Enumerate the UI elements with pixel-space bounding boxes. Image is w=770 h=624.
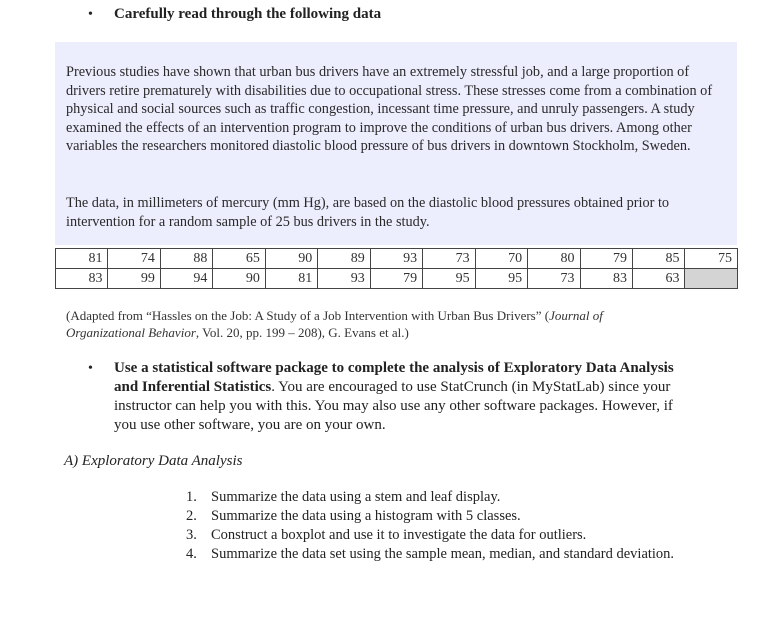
item-number: 1. [186, 489, 197, 505]
instruction-row [88, 359, 694, 435]
table-cell: 94 [160, 269, 212, 289]
table-cell: 75 [685, 249, 738, 269]
source-citation [66, 307, 666, 341]
table-cell: 95 [423, 269, 475, 289]
item-text: Summarize the data set using the sample mean, median, and standard deviation. [211, 546, 675, 562]
table-cell-empty [685, 269, 738, 289]
table-cell: 65 [213, 249, 265, 269]
list-item [186, 545, 686, 564]
bullet-icon: • [88, 361, 93, 376]
table-cell: 81 [56, 249, 108, 269]
table-cell: 95 [475, 269, 527, 289]
table-cell: 80 [528, 249, 580, 269]
table-cell: 93 [370, 249, 422, 269]
table-cell: 89 [318, 249, 370, 269]
section-heading: Carefully read through the following data [114, 6, 382, 22]
list-item [186, 526, 686, 545]
item-text: Construct a boxplot and use it to investigate the data for outliers. [211, 527, 587, 543]
item-number: 3. [186, 527, 197, 543]
journal-title: Journal of Organizational Behavior [66, 308, 603, 340]
table-cell: 79 [580, 249, 632, 269]
study-description-box [55, 42, 737, 245]
table-cell: 63 [632, 269, 684, 289]
table-cell: 99 [108, 269, 160, 289]
item-text: Summarize the data using a histogram with 5 classes. [211, 508, 521, 524]
instruction-rest: . You are encouraged to use StatCrunch (in MyStatLab) since your instructor can help you with this. You may also use any other software packages. However, if you use other software, you are on your own. [114, 379, 673, 433]
citation-suffix: , Vol. 20, pp. 199 – 208), G. Evans et al.) [195, 325, 409, 340]
instruction-text [114, 359, 694, 435]
list-item [186, 488, 686, 507]
item-text: Summarize the data using a stem and leaf display. [211, 489, 501, 505]
table-cell: 74 [108, 249, 160, 269]
table-cell: 93 [318, 269, 370, 289]
table-cell: 81 [265, 269, 317, 289]
table-cell: 73 [528, 269, 580, 289]
table-cell: 83 [580, 269, 632, 289]
table-cell: 83 [56, 269, 108, 289]
table-cell: 79 [370, 269, 422, 289]
table-row [56, 269, 738, 289]
instruction-bold: Use a statistical software package to complete the analysis of Exploratory Data Analysis and Inferential Statistics [114, 360, 674, 395]
list-item [186, 507, 686, 526]
data-description-paragraph: The data, in millimeters of mercury (mm Hg), are based on the diastolic blood pressures obtained prior to intervention for a random sample of 25 bus drivers in the study. [66, 195, 670, 230]
table-cell: 73 [423, 249, 475, 269]
table-cell: 88 [160, 249, 212, 269]
item-number: 4. [186, 546, 197, 562]
table-row [56, 249, 738, 269]
heading-row [88, 5, 381, 24]
table-cell: 70 [475, 249, 527, 269]
table-cell: 90 [213, 269, 265, 289]
bullet-icon: • [88, 7, 93, 22]
task-list [186, 488, 686, 564]
table-cell: 85 [632, 249, 684, 269]
item-number: 2. [186, 508, 197, 524]
section-a-title: A) Exploratory Data Analysis [64, 453, 243, 469]
blood-pressure-table [55, 248, 738, 289]
study-paragraph: Previous studies have shown that urban bus drivers have an extremely stressful job, and a large proportion of drivers retire prematurely with disabilities due to occupational stress. These stresses come from a combination of physical and social sources such as traffic congestion, incessant time pressure, and unruly passengers. A study examined the effects of an intervention program to improve the conditions of urban bus drivers. Among other variables the researchers monitored diastolic blood pressure of bus drivers in downtown Stockholm, Sweden. [66, 64, 713, 154]
citation-prefix: (Adapted from “Hassles on the Job: A Study of a Job Intervention with Urban Bus Drivers” ( [66, 308, 550, 323]
table-cell: 90 [265, 249, 317, 269]
